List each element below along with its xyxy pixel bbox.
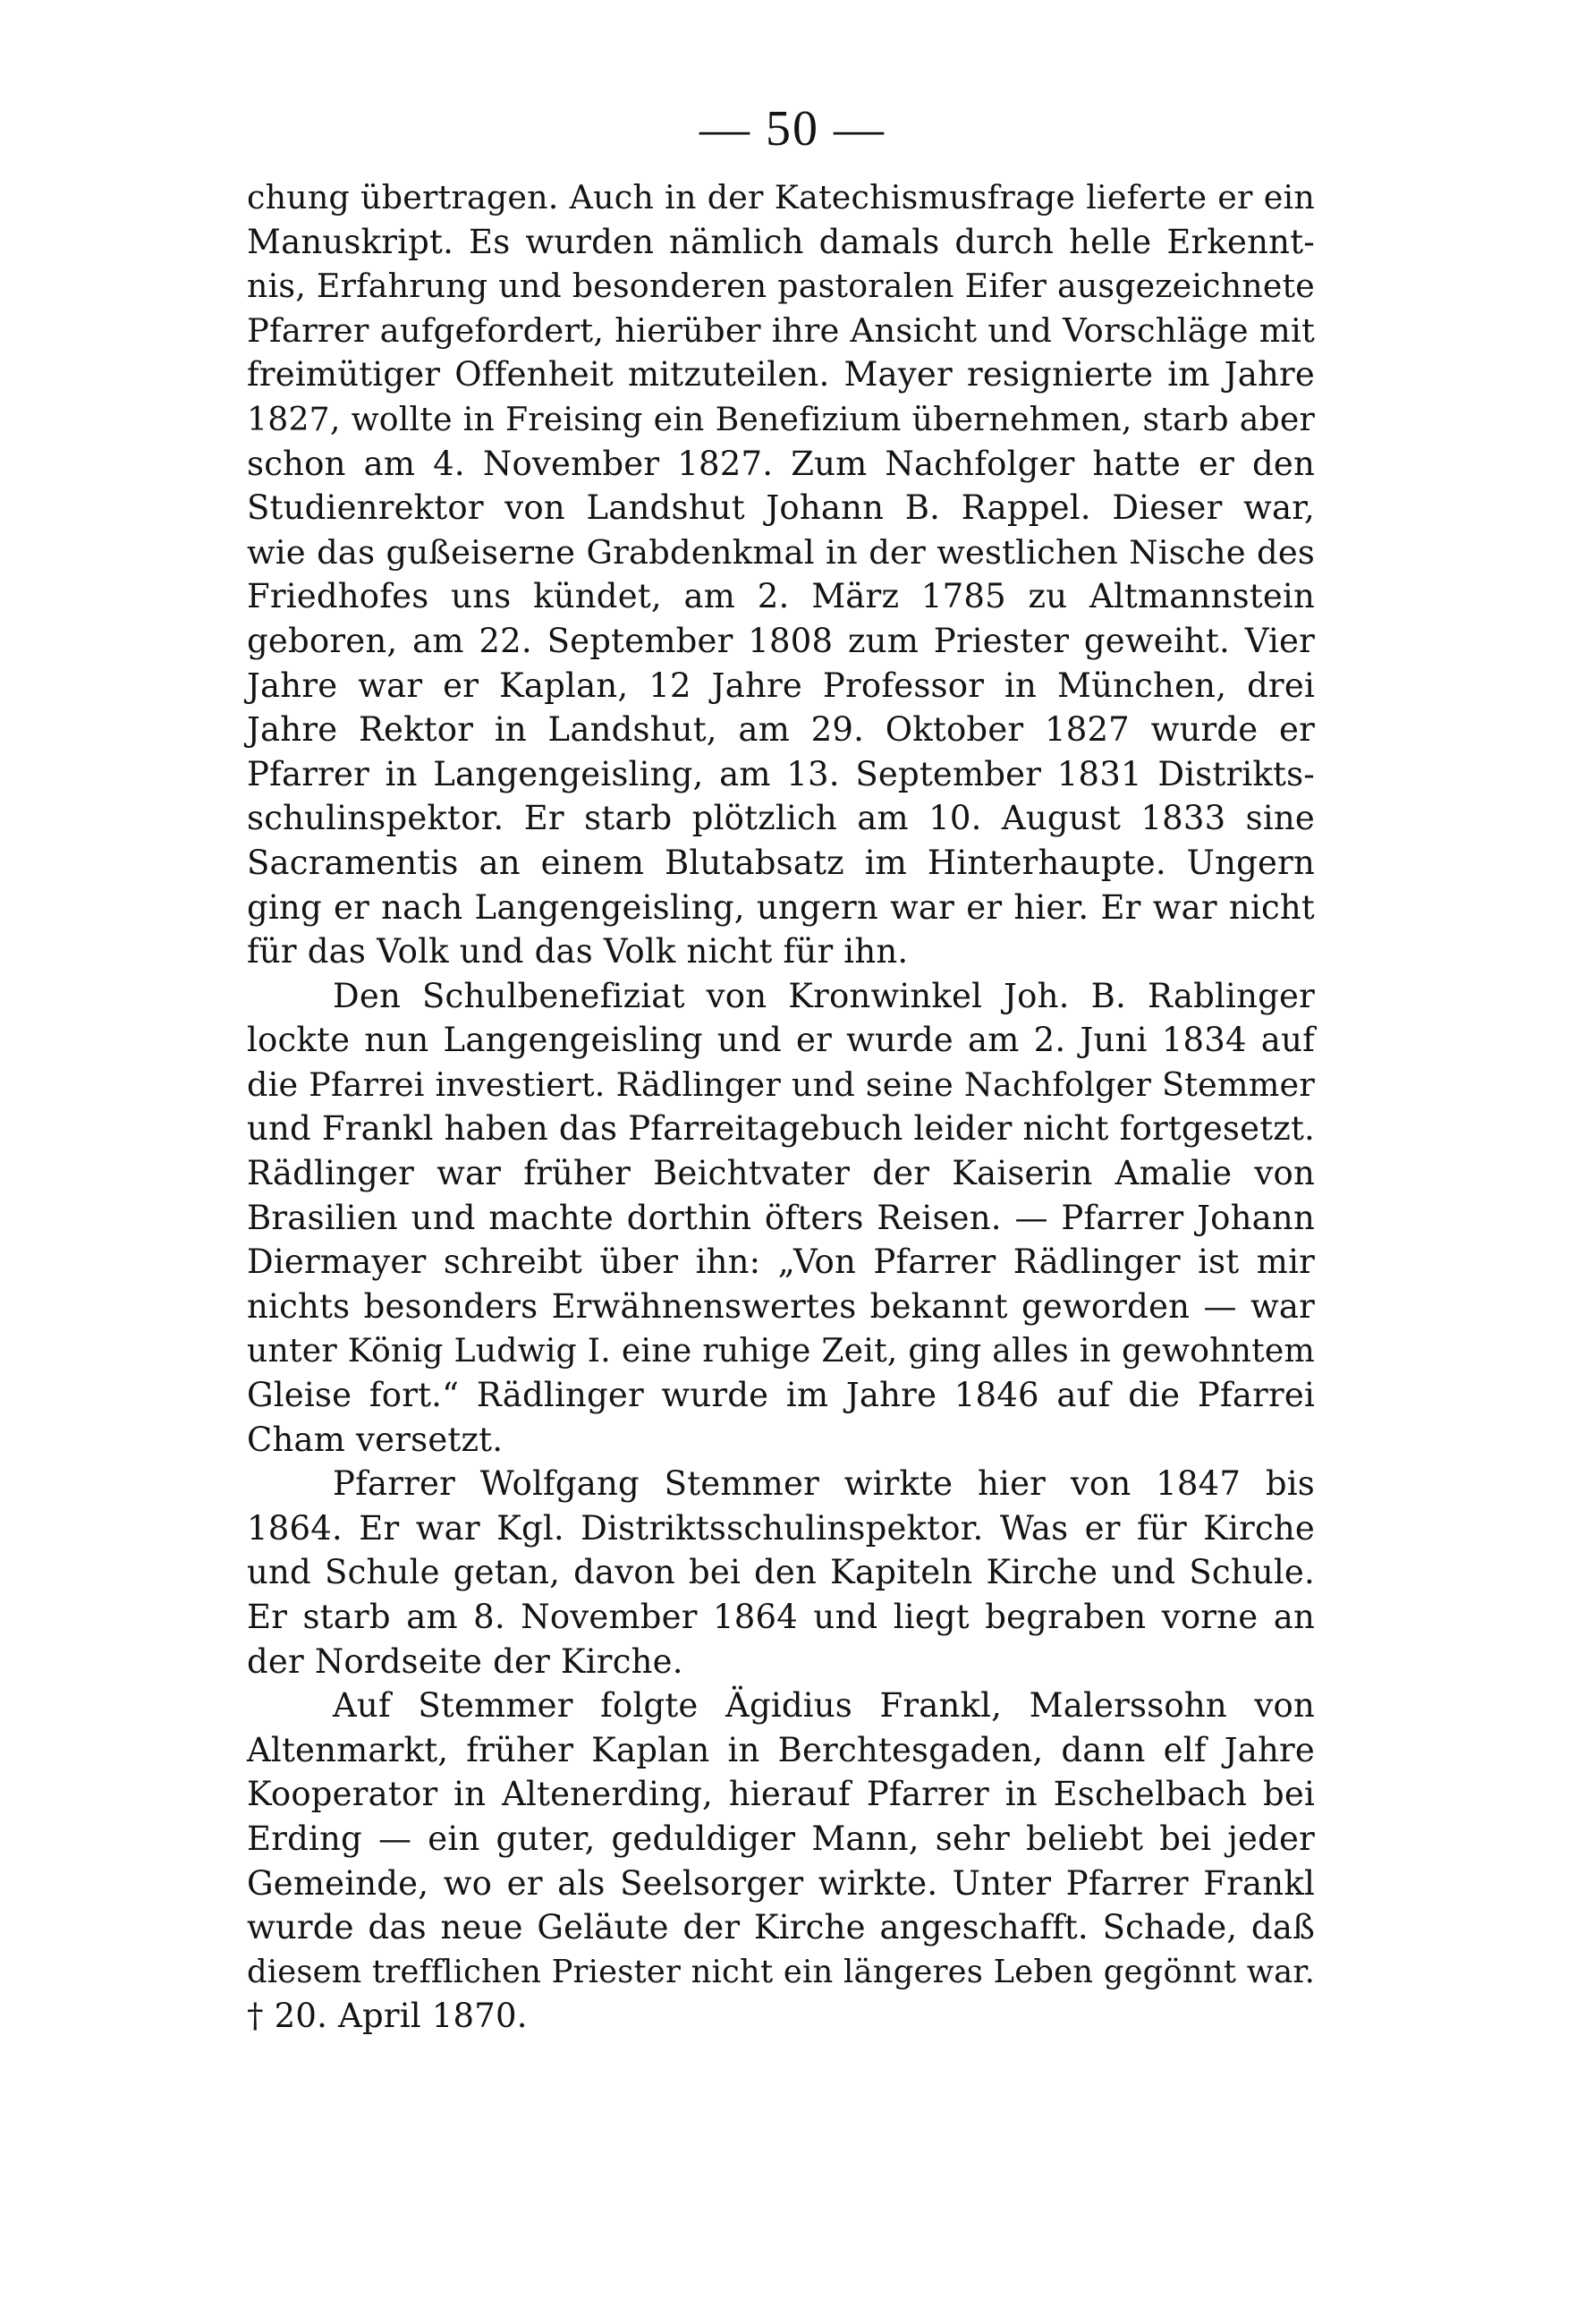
text-line: Studienrektor von Landshut Johann B. Rappel. Dieser war,: [247, 488, 1315, 528]
text-line: Jahre Rektor in Landshut, am 29. Oktober 1827 wurde er: [247, 710, 1315, 750]
text-line: Diermayer schreibt über ihn: „Von Pfarrer Rädlinger ist mir: [247, 1243, 1315, 1282]
text-line: Brasilien und machte dorthin öfters Reisen. — Pfarrer Johann: [247, 1198, 1315, 1237]
text-line: Auf Stemmer folgte Ägidius Frankl, Malerssohn von: [333, 1686, 1315, 1726]
text-line: Den Schulbenefiziat von Kronwinkel Joh. B. Rablinger: [333, 976, 1315, 1015]
text-line: schulinspektor. Er starb plötzlich am 10. August 1833 sine: [247, 799, 1315, 838]
text-line: Gemeinde, wo er als Seelsorger wirkte. Unter Pfarrer Frankl: [247, 1863, 1315, 1903]
text-line: chung übertragen. Auch in der Katechismusfrage lieferte er ein: [247, 178, 1315, 216]
text-line: Cham versetzt.: [247, 1420, 504, 1459]
text-line: und Schule getan, davon bei den Kapiteln Kirche und Schule.: [247, 1553, 1315, 1592]
text-line: Altenmarkt, früher Kaplan in Berchtesgaden, dann elf Jahre: [247, 1730, 1315, 1769]
text-line: Gleise fort.“ Rädlinger wurde im Jahre 1846 auf die Pfarrei: [247, 1376, 1315, 1415]
text-line: die Pfarrei investiert. Rädlinger und seine Nachfolger Stemmer: [247, 1064, 1315, 1104]
text-line: Er starb am 8. November 1864 und liegt begraben vorne an: [247, 1598, 1315, 1636]
text-line: nis, Erfahrung und besonderen pastoralen Eifer ausgezeichnete: [247, 267, 1315, 306]
text-line: ging er nach Langengeisling, ungern war er hier. Er war nicht: [247, 887, 1315, 927]
text-line: Pfarrer aufgefordert, hierüber ihre Ansicht und Vorschläge mit: [247, 310, 1315, 350]
text-line: Jahre war er Kaplan, 12 Jahre Professor in München, drei: [247, 666, 1315, 705]
text-line: für das Volk und das Volk nicht für ihn.: [247, 932, 909, 971]
text-line: schon am 4. November 1827. Zum Nachfolger hatte er den: [247, 444, 1315, 483]
text-line: nichts besonders Erwähnenswertes bekannt geworden — war: [247, 1286, 1315, 1326]
text-line: wurde das neue Geläute der Kirche angeschafft. Schade, daß: [247, 1908, 1315, 1947]
text-line: 1864. Er war Kgl. Distriktsschulinspektor. Was er für Kirche: [247, 1508, 1315, 1548]
text-line: † 20. April 1870.: [247, 1997, 528, 2036]
text-line: 1827, wollte in Freising ein Benefizium übernehmen, starb aber: [247, 399, 1315, 438]
text-line: Friedhofes uns kündet, am 2. März 1785 zu Altmannstein: [247, 577, 1315, 616]
text-line: freimütiger Offenheit mitzuteilen. Mayer resignierte im Jahre: [247, 355, 1315, 394]
text-line: unter König Ludwig I. eine ruhige Zeit, ging alles in gewohntem: [247, 1331, 1315, 1370]
text-line: Pfarrer in Langengeisling, am 13. September 1831 Distrikts-: [247, 754, 1315, 793]
text-line: Sacramentis an einem Blutabsatz im Hinterhaupte. Ungern: [247, 843, 1315, 882]
text-line: geboren, am 22. September 1808 zum Priester geweiht. Vier: [247, 621, 1315, 660]
text-line: Rädlinger war früher Beichtvater der Kaiserin Amalie von: [247, 1154, 1315, 1193]
body-text: [247, 175, 1315, 2039]
page-number: — 50 —: [699, 101, 886, 157]
text-line: und Frankl haben das Pfarreitagebuch leider nicht fortgesetzt.: [247, 1109, 1315, 1149]
text-line: Erding — ein guter, geduldiger Mann, sehr beliebt bei jeder: [247, 1819, 1315, 1858]
text-line: der Nordseite der Kirche.: [247, 1641, 683, 1681]
text-line: lockte nun Langengeisling und er wurde am 2. Juni 1834 auf: [247, 1021, 1315, 1060]
text-line: wie das gußeiserne Grabdenkmal in der westlichen Nische des: [247, 532, 1315, 572]
text-line: diesem trefflichen Priester nicht ein längeres Leben gegönnt war.: [247, 1953, 1315, 1990]
text-line: Kooperator in Altenerding, hierauf Pfarrer in Eschelbach bei: [247, 1775, 1315, 1814]
text-line: Pfarrer Wolfgang Stemmer wirkte hier von 1847 bis: [333, 1464, 1315, 1504]
text-line: Manuskript. Es wurden nämlich damals durch helle Erkennt-: [247, 222, 1315, 261]
